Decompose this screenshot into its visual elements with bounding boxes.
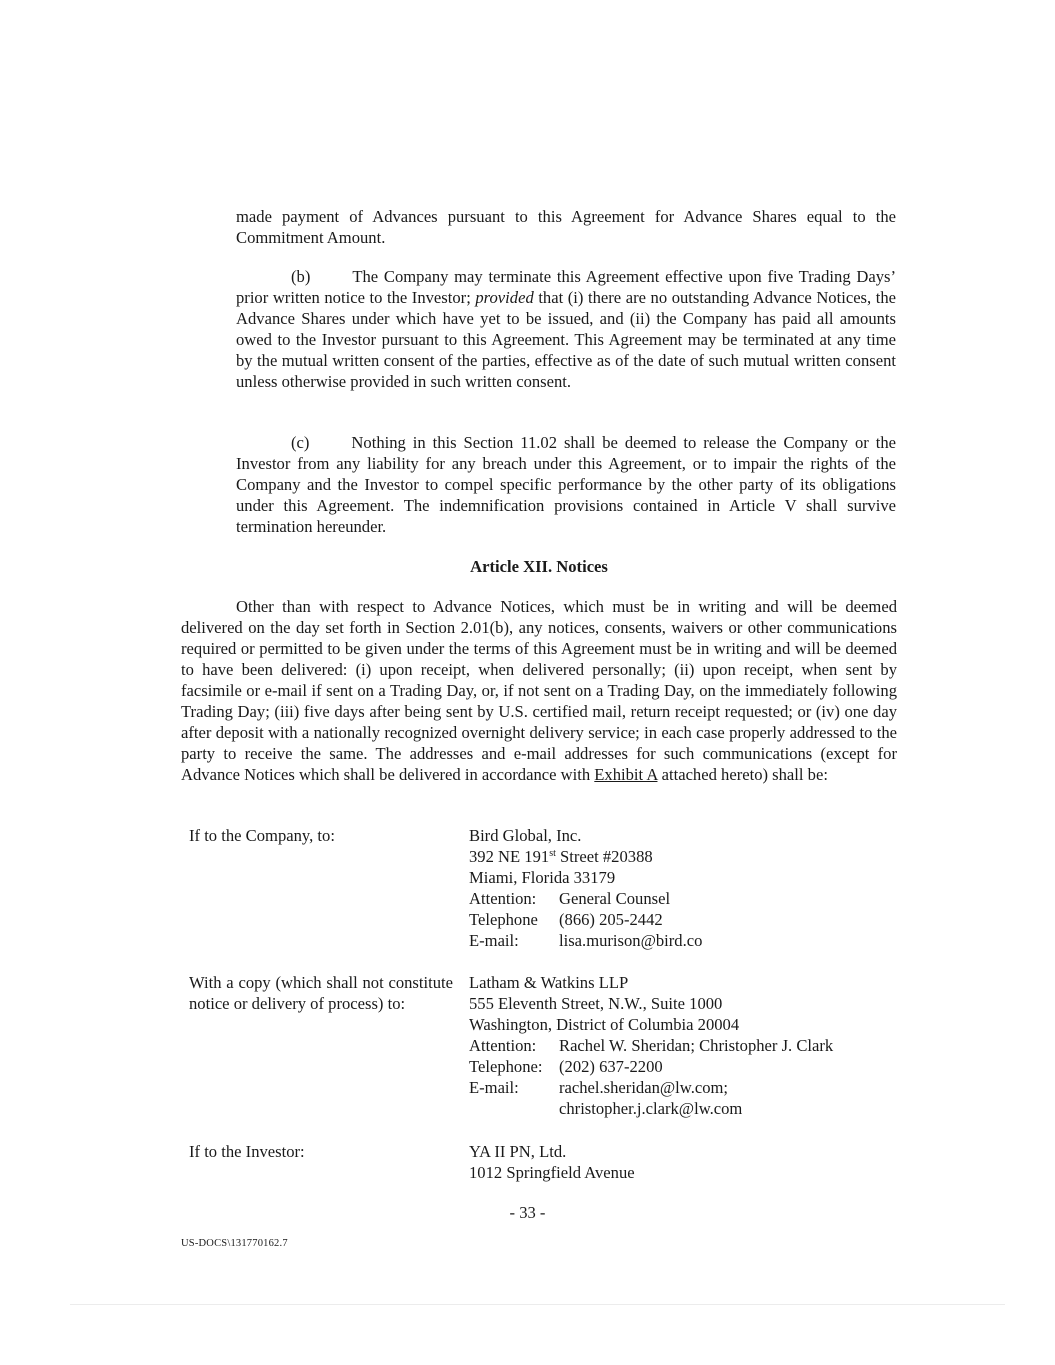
company-address-block	[469, 825, 909, 951]
paragraph-b-marker: (b)	[291, 267, 311, 286]
copy-attention-value: Rachel W. Sheridan; Christopher J. Clark	[559, 1036, 834, 1055]
company-street	[469, 846, 909, 867]
copy-attention	[469, 1035, 909, 1056]
company-telephone-value: (866) 205-2442	[559, 910, 663, 929]
copy-notice-label: With a copy (which shall not constitute notice or delivery of process) to:	[189, 973, 453, 1013]
copy-email	[469, 1077, 909, 1098]
paragraph-b	[236, 266, 896, 392]
exhibit-a-reference: Exhibit A	[594, 765, 658, 784]
notices-text-1: Other than with respect to Advance Notices, which must be in writing and will be deemed delivered on the day set forth in Section 2.01(b), any notices, consents, waivers or other communications required or permitted to be given under the terms of this Agreement must be in writing and will be deemed to have been delivered: (i) upon receipt, when delivered personally; (ii) upon receipt, when sent by facsimile or e-mail if sent on a Trading Day, or, if not sent on a Trading Day, on the immediately following Trading Day; (iii) five days after being sent by U.S. certified mail, return receipt requested; or (iv) one day after deposit with a nationally recognized overnight delivery service; in each case properly addressed to the party to receive the same. The addresses and e-mail addresses for such communications (except for Advance Notices which shall be delivered in accordance with	[181, 597, 897, 784]
article-heading: Article XII. Notices	[470, 557, 608, 576]
copy-street: 555 Eleventh Street, N.W., Suite 1000	[469, 994, 723, 1013]
copy-address-block	[469, 972, 909, 1119]
notices-text-2: attached hereto) shall be:	[657, 765, 828, 784]
copy-telephone-value: (202) 637-2200	[559, 1057, 663, 1076]
company-street-rest: Street #20388	[555, 847, 653, 866]
paragraph-b-text-2: that (i) there are no outstanding Advance Notices, the Advance Shares under which have yet to be issued, and (ii) the Company has paid all amounts owed to the Investor pursuant to this Agreement. This Agreement may be terminated at any time by the mutual written consent of the parties, effective as of the date of such mutual written consent unless otherwise provided in such written consent.	[236, 288, 897, 391]
investor-notice-label: If to the Investor:	[189, 1142, 305, 1161]
company-street-number: 392 NE 191	[469, 847, 550, 866]
paragraph-c-text: Nothing in this Section 11.02 shall be deemed to release the Company or the Investor from any liability for any breach under this Agreement, or to impair the rights of the Company and the Investor to compel specific performance by the other party of its obligations under this Agreement. The indemnification provisions contained in Article V shall survive termination hereunder.	[236, 433, 896, 536]
copy-telephone-label: Telephone:	[469, 1057, 543, 1076]
company-name: Bird Global, Inc.	[469, 826, 582, 845]
company-street-ordinal: st	[549, 848, 556, 859]
company-telephone	[469, 909, 909, 930]
paragraph-c-marker: (c)	[291, 433, 310, 452]
paragraph-b-provided: provided	[475, 288, 534, 307]
company-notice-label: If to the Company, to:	[189, 826, 335, 845]
company-telephone-label: Telephone	[469, 910, 538, 929]
paragraph-c	[236, 432, 896, 537]
company-email-label: E-mail:	[469, 931, 519, 950]
investor-name: YA II PN, Ltd.	[469, 1142, 567, 1161]
paragraph-continued: made payment of Advances pursuant to this Agreement for Advance Shares equal to the Commitment Amount.	[236, 207, 896, 247]
copy-email-label: E-mail:	[469, 1078, 519, 1097]
copy-telephone	[469, 1056, 909, 1077]
footer-divider	[70, 1304, 1005, 1305]
copy-email-value-2: christopher.j.clark@lw.com	[559, 1099, 743, 1118]
investor-street: 1012 Springfield Avenue	[469, 1163, 635, 1182]
copy-city: Washington, District of Columbia 20004	[469, 1015, 740, 1034]
page-number: - 33 -	[509, 1203, 546, 1222]
copy-firm-name: Latham & Watkins LLP	[469, 973, 629, 992]
company-email-value: lisa.murison@bird.co	[559, 931, 703, 950]
company-city: Miami, Florida 33179	[469, 868, 616, 887]
company-attention-label: Attention:	[469, 889, 537, 908]
document-id: US-DOCS\131770162.7	[181, 1238, 288, 1249]
paragraph-b-text-1: The Company may terminate this Agreement effective upon five Trading Days’ prior written notice to the Investor;	[236, 267, 896, 307]
copy-email-cont	[469, 1098, 909, 1119]
notices-paragraph	[181, 596, 897, 785]
company-attention-value: General Counsel	[559, 889, 671, 908]
company-attention	[469, 888, 909, 909]
copy-email-value-1: rachel.sheridan@lw.com;	[559, 1078, 729, 1097]
company-email	[469, 930, 909, 951]
investor-address-block	[469, 1141, 909, 1183]
copy-attention-label: Attention:	[469, 1036, 537, 1055]
